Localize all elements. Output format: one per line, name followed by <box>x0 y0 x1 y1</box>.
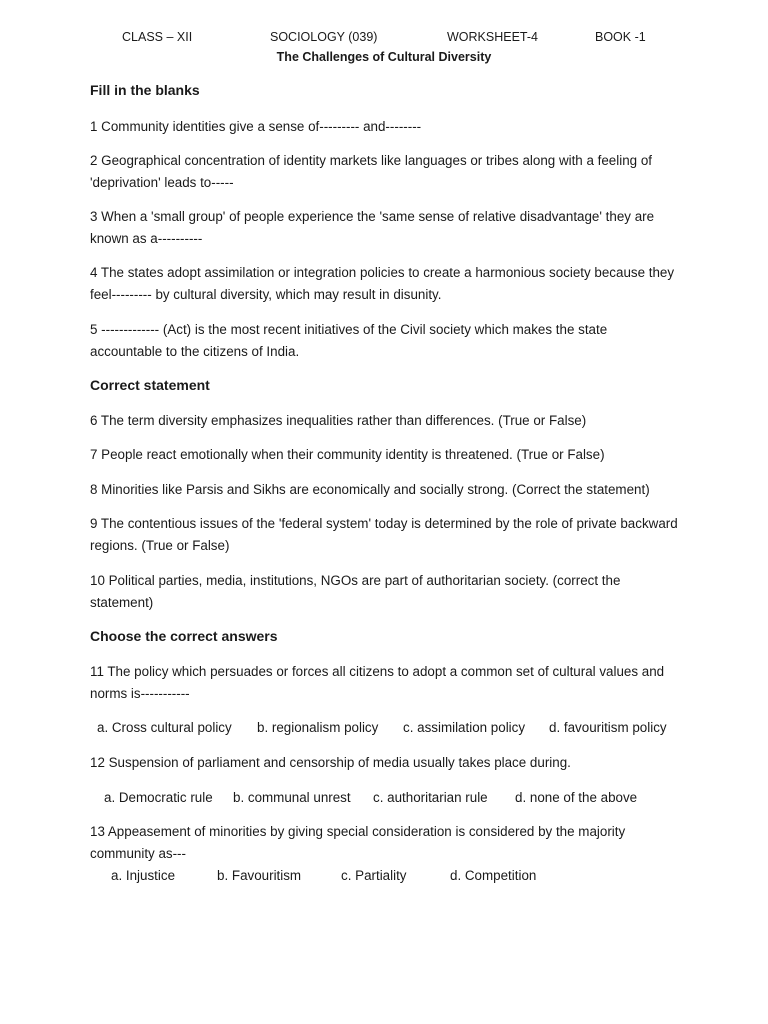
option-11d: d. favouritism policy <box>549 720 667 735</box>
option-13d: d. Competition <box>450 868 537 883</box>
page-title: The Challenges of Cultural Diversity <box>276 50 492 64</box>
option-11a: a. Cross cultural policy <box>97 720 232 735</box>
question-5: 5 ------------- (Act) is the most recent initiatives of the Civil society which makes the state accountable to the citizens of India. <box>90 322 608 359</box>
option-12a: a. Democratic rule <box>104 790 213 805</box>
worksheet-header <box>0 30 768 48</box>
question-2: 2 Geographical concentration of identity markets like languages or tribes along with a feeling of 'deprivation' leads to----- <box>90 153 652 190</box>
question-1: 1 Community identities give a sense of--------- and-------- <box>90 119 422 134</box>
option-12b: b. communal unrest <box>233 790 351 805</box>
option-13a: a. Injustice <box>111 868 176 883</box>
section-heading-choose-answers: Choose the correct answers <box>90 628 278 644</box>
question-11-options <box>0 717 768 739</box>
book-label: BOOK -1 <box>595 30 646 44</box>
question-7: 7 People react emotionally when their community identity is threatened. (True or False) <box>90 447 605 462</box>
worksheet-label: WORKSHEET-4 <box>447 30 538 44</box>
question-3: 3 When a 'small group' of people experience the 'same sense of relative disadvantage' they are known as a---------- <box>90 209 655 246</box>
class-label: CLASS – XII <box>122 30 193 44</box>
question-6: 6 The term diversity emphasizes inequalities rather than differences. (True or False) <box>90 413 587 428</box>
question-11: 11 The policy which persuades or forces all citizens to adopt a common set of cultural values and norms is----------- <box>90 664 665 701</box>
question-9: 9 The contentious issues of the 'federal system' today is determined by the role of private backward regions. (True or False) <box>90 516 678 553</box>
option-11c: c. assimilation policy <box>403 720 526 735</box>
option-13b: b. Favouritism <box>217 868 302 883</box>
question-12-options <box>0 787 768 809</box>
option-13c: c. Partiality <box>341 868 407 883</box>
question-13: 13 Appeasement of minorities by giving special consideration is considered by the majority community as--- <box>90 824 626 861</box>
question-8: 8 Minorities like Parsis and Sikhs are economically and socially strong. (Correct the statement) <box>90 482 650 497</box>
option-11b: b. regionalism policy <box>257 720 379 735</box>
section-heading-correct-statement: Correct statement <box>90 377 210 393</box>
subject-label: SOCIOLOGY (039) <box>270 30 378 44</box>
option-12d: d. none of the above <box>515 790 638 805</box>
question-10: 10 Political parties, media, institutions, NGOs are part of authoritarian society. (correct the statement) <box>90 573 621 610</box>
section-heading-fill-blanks: Fill in the blanks <box>90 82 200 98</box>
question-12: 12 Suspension of parliament and censorship of media usually takes place during. <box>90 755 571 770</box>
option-12c: c. authoritarian rule <box>373 790 488 805</box>
question-13-options <box>0 865 768 887</box>
question-4: 4 The states adopt assimilation or integration policies to create a harmonious society because they feel--------- by cultural diversity, which may result in disunity. <box>90 265 675 302</box>
